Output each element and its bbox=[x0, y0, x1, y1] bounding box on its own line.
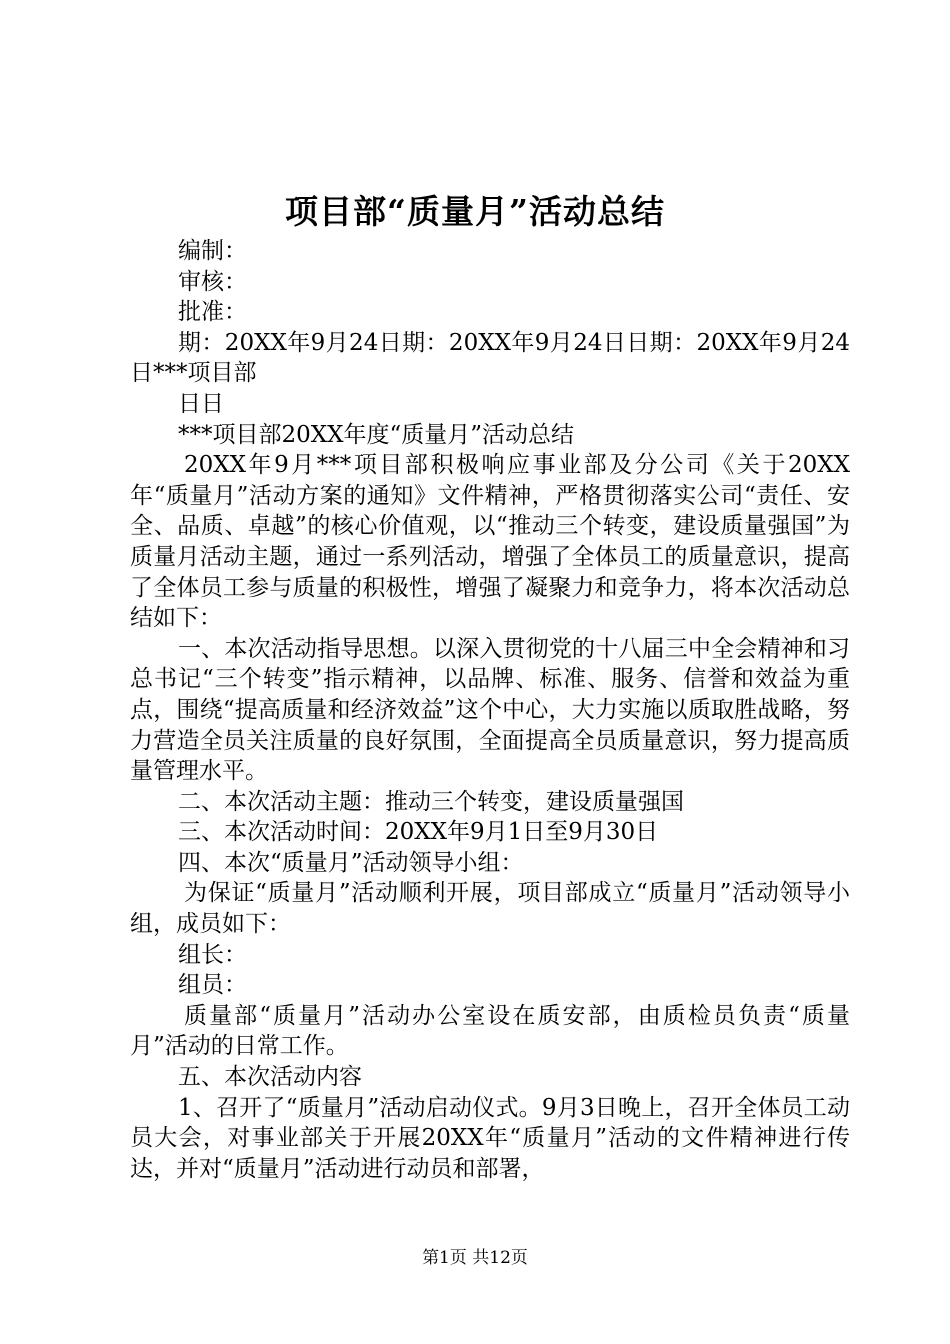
leadership-paragraph: 为保证“质量月”活动顺利开展，项目部成立“质量月”活动领导小组，成员如下： bbox=[130, 880, 850, 938]
document-body bbox=[130, 236, 850, 1184]
guiding-paragraph: 一、本次活动指导思想。以深入贯彻党的十八届三中全会精神和习总书记“三个转变”指示精神，以品牌、标准、服务、信誉和效益为重点，围绕“提高质量和经济效益”这个中心，大力实施以质取胜战略，努力营造全员关注质量的良好氛围，全面提高全员质量意识，努力提高质量管理水平。 bbox=[130, 635, 850, 785]
intro-paragraph: 20XX年9月***项目部积极响应事业部及分公司《关于20XX年“质量月”活动方案的通知》文件精神，严格贯彻落实公司“责任、安全、品质、卓越”的核心价值观，以“推动三个转变，建设质量强国”为质量月活动主题，通过一系列活动，增强了全体员工的质量意识，提高了全体员工参与质量的积极性，增强了凝聚力和竞争力，将本次活动总结如下： bbox=[130, 452, 850, 632]
summary-heading: ***项目部20XX年度“质量月”活动总结 bbox=[178, 421, 575, 448]
editor-line: 编制： bbox=[178, 238, 247, 264]
theme-line: 二、本次活动主题：推动三个转变，建设质量强国 bbox=[178, 788, 684, 815]
office-paragraph: 质量部“质量月”活动办公室设在质安部，由质检员负责“质量月”活动的日常工作。 bbox=[130, 1002, 850, 1060]
approver-line: 批准： bbox=[178, 299, 247, 326]
content-heading: 五、本次活动内容 bbox=[178, 1064, 362, 1091]
document-title: 项目部“质量月”活动总结 bbox=[285, 192, 665, 231]
member-line: 组员： bbox=[178, 972, 247, 999]
leadership-heading: 四、本次“质量月”活动领导小组： bbox=[178, 849, 524, 876]
leader-line: 组长： bbox=[178, 941, 247, 968]
reviewer-line: 审核： bbox=[178, 268, 247, 295]
page-number: 第1页 共12页 bbox=[422, 1248, 528, 1268]
content-paragraph: 1、召开了“质量月”活动启动仪式。9月3日晚上，召开全体员工动员大会，对事业部关于开展20XX年“质量月”活动的文件精神进行传达，并对“质量月”活动进行动员和部署， bbox=[130, 1094, 850, 1182]
day-line: 日日 bbox=[178, 390, 224, 417]
time-line: 三、本次活动时间：20XX年9月1日至9月30日 bbox=[178, 819, 659, 846]
date-line: 期：20XX年9月24日期：20XX年9月24日日期：20XX年9月24日***项目部 bbox=[130, 329, 850, 387]
